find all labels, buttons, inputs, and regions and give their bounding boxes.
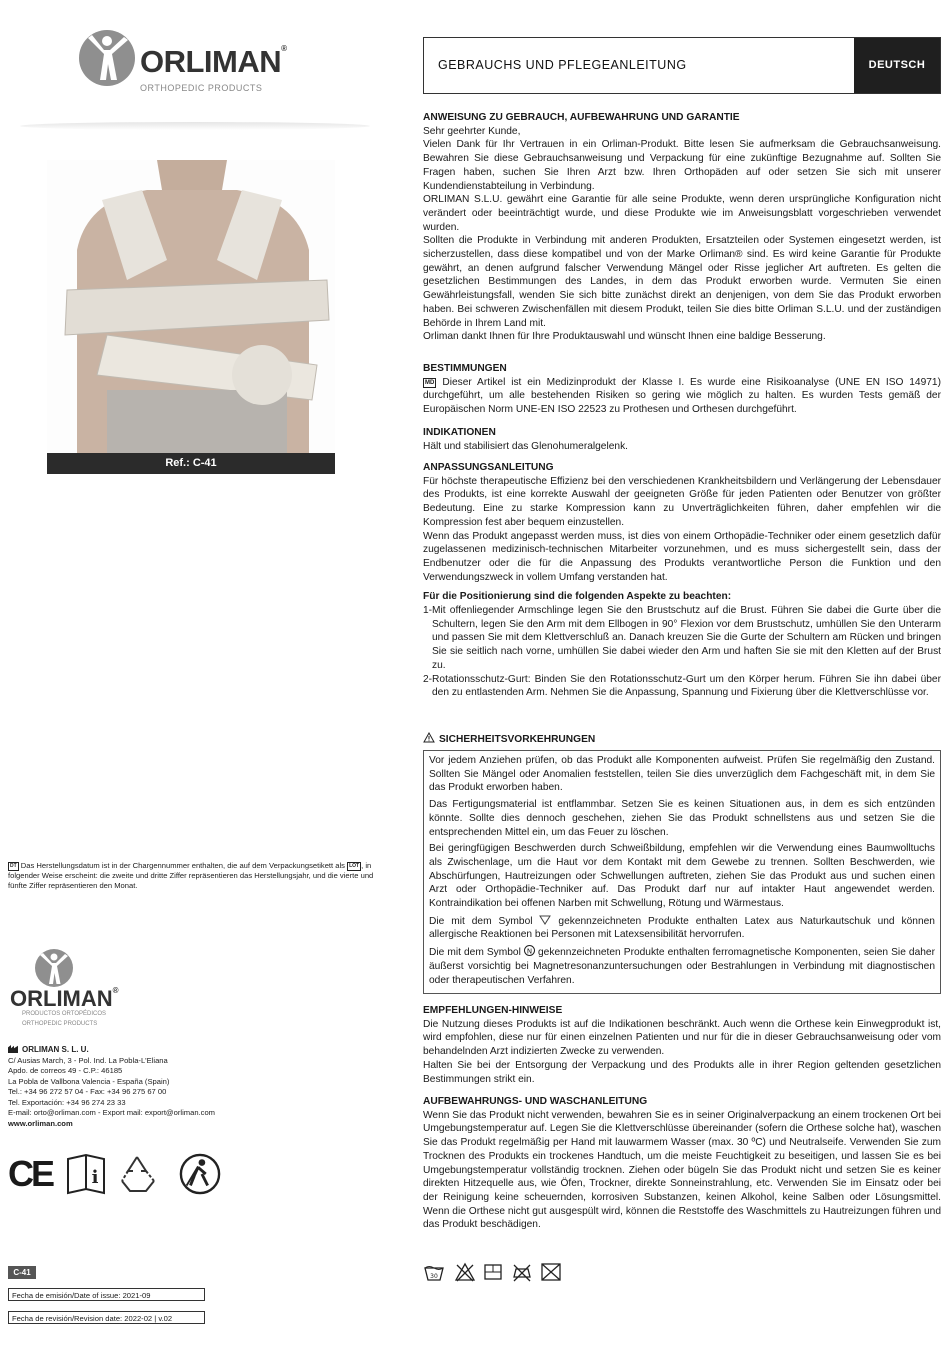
list-item: 1-Mit offenliegender Armschlinge legen Sie den Brustschutz auf die Brust. Führen Sie dabei die Gurte über die Schultern, legen Sie den Arm mit dem Ellbogen in 90° Flexion vor dem Brustschutz, umhüllen Sie den Unterarm und passen Sie mit dem Klettverschluß an. Danach kreuzen Sie die Gurte der Schultern am Rücken und bringen Sie sie seitlich nach vorne, umhüllen Sie dabei wieder den Arm und haften Sie sie mit den Kletten auf der Brust zu. — [423, 605, 941, 671]
section-intro — [423, 111, 941, 344]
section-pflege — [423, 1095, 941, 1232]
product-code-badge: C-41 — [8, 1266, 36, 1279]
magnet-text-after: gekennzeichneten Produkte enthalten ferromagnetische Komponenten, seien Sie daher äußerst vorsichtig bei Magnetresonanzuntersuchungen oder Bestrahlungen in Verbindung mit diagnostischen oder therapeutischen Verfahren. — [429, 947, 935, 986]
lot-icon: LOT — [349, 862, 360, 869]
issue-date: Fecha de emisión/Date of issue: 2021-09 — [8, 1288, 205, 1301]
document-title: GEBRAUCHS UND PFLEGEANLEITUNG — [438, 58, 687, 72]
product-ref-bar: Ref.: C-41 — [47, 453, 335, 474]
paragraph: Vor jedem Anziehen prüfen, ob das Produkt alle Komponenten aufweist. Prüfen Sie regelmäßig den Zustand. Sollten Sie Mängel oder Anomalien feststellen, teilen Sie dies unverzüglich dem Fachgeschäft mit, in dem Sie das Produkt erworben haben. — [429, 755, 935, 794]
latex-text-before: Die mit dem Symbol — [429, 915, 533, 927]
lot-note-text1: Das Herstellungsdatum ist in der Chargennummer enthalten, die auf dem Verpackungsetikett als — [20, 861, 345, 870]
document-header — [423, 37, 941, 94]
product-photo — [47, 160, 335, 454]
brand-logo — [78, 28, 318, 98]
recycle-icon — [116, 1153, 158, 1195]
company-name: ORLIMAN S. L. U. — [22, 1045, 89, 1054]
brand-reg: ® — [281, 44, 287, 53]
address-line: E-mail: orto@orliman.com - Export mail: export@orliman.com — [8, 1108, 216, 1117]
address-line: Tel.: +34 96 272 57 04 - Fax: +34 96 275 67 00 — [8, 1087, 167, 1096]
paragraph: Sehr geehrter Kunde, — [423, 125, 521, 137]
address-line: La Pobla de Vallbona Valencia - España (Spain) — [8, 1076, 170, 1086]
logo-divider — [20, 122, 370, 130]
section-heading: SICHERHEITSVORKEHRUNGEN — [439, 734, 596, 745]
list-item: 2-Rotationsschutz-Gurt: Binden Sie den Rotationsschutz-Gurt um den Körper herum. Führen Sie ihn dabei über den zu entlastenden Arm. Nehmen Sie die Anpassung, Spannung und Fixierung über die Klettverschlüsse vor. — [423, 673, 941, 699]
no-iron-icon — [511, 1262, 533, 1282]
medical-device-icon: MD — [425, 379, 435, 386]
address-line: Tel. Exportación: +34 96 274 23 33 — [8, 1097, 126, 1107]
paragraph: Dieser Artikel ist ein Medizinprodukt der Klasse I. Es wurde eine Risikoanalyse (UNE EN ISO 14971) durchgeführt, um alle bestehenden Risiken so gering wie möglich zu halten. Es wurden Tests gemäß der Europäischen Norm UNE-EN ISO 22523 zu Prothesen und Orthesen durchgeführt. — [423, 376, 941, 416]
brand-subtitle: ORTHOPEDIC PRODUCTS — [140, 83, 263, 93]
paragraph: Das Fertigungsmaterial ist entflammbar. Setzen Sie es keinen Situationen aus, in dem es sich entzünden könnte. Sollte dies dennoch geschehen, ziehen Sie das Produkt schnellstens aus und setzen Sie die entsprechenden Mittel ein, um das Feuer zu löschen. — [429, 799, 935, 838]
latex-text-after: gekennzeichneten Produkte enthalten Latex aus Naturkautschuk und können allergische Reaktionen bei Personen mit Latexsensibilität hervorrufen. — [429, 915, 935, 941]
section-anpassung — [423, 461, 941, 700]
section-heading: ANWEISUNG ZU GEBRAUCH, AUFBEWAHRUNG UND GARANTIE — [423, 112, 740, 123]
address-line: www.orliman.com — [8, 1118, 73, 1128]
company-logo-reg: ® — [112, 986, 119, 995]
address-line: Apdo. de correos 49 - C.P.: 46185 — [8, 1066, 123, 1075]
no-bleach-icon — [454, 1262, 476, 1282]
paragraph: Wenn Sie das Produkt nicht verwenden, bewahren Sie es in seiner Originalverpackung an einem trockenen Ort bei Umgebungstemperatur auf. Legen Sie die Klettverschlüsse übereinander (sofern die Orthese solche hat), waschen Sie das Produkt regelmäßig per Hand mit lauwarmem Wasser (max. 30 ºC) und Neutralseife. Verwenden Sie zum Trocknen des Produkts ein trockenes Handtuch, um die meiste Feuchtigkeit zu beseitigen, und lassen Sie es bei Umgebungstemperatur vollständig trocknen. Ziehen oder bügeln Sie das Produkt nicht und setzen Sie es keiner direkten Hitzequelle aus, wie Öfen, Trockner, direkte Sonneinstrahlung, etc. Verwenden Sie im Einsatz oder bei der Reinigung keine scheuernden, korrosiven Substanzen, keinen Alkohol, keine Salben oder Lösungsmittel. Wenn die Orthese nicht gut ausgespült wird, können die Reststoffe des Waschmittels zu Hautreizungen führen und das Produkt beschädigen. — [423, 1109, 941, 1231]
no-tumble-dry-icon — [483, 1263, 503, 1281]
ce-mark-icon: CE — [8, 1153, 53, 1194]
paragraph: Halten Sie bei der Entsorgung der Verpackung und des Produkts alle in ihrer Region geltenden gesetzlichen Bestimmungen strikt ein. — [423, 1059, 941, 1085]
orliman-figure-icon — [78, 28, 136, 98]
magnet-icon — [524, 945, 535, 956]
paragraph: Vielen Dank für Ihr Vertrauen in ein Orliman-Produkt. Bitte lesen Sie aufmerksam die Gebrauchsanweisung. Bewahren Sie diese Gebrauchsanweisung und Verpackung für eine zukünftige Bezugnahme auf. Sollten Sie Fragen haben, suchen Sie Ihren Arzt bzw. Ihren Orthopäden auf oder setzen Sie sich mit unserer Kundendienstabteilung in Verbindung. — [423, 139, 941, 192]
company-logo-sub1: PRODUCTOS ORTOPÉDICOS — [22, 1011, 107, 1017]
instructions-icon — [66, 1153, 106, 1195]
shoulder-sling-illustration — [47, 160, 335, 454]
paragraph: Hält und stabilisiert das Glenohumeralgelenk. — [423, 440, 628, 452]
address-line: C/ Ausias March, 3 - Pol. Ind. La Pobla-L'Eliana — [8, 1055, 168, 1065]
company-logo-name: ORLIMAN — [10, 986, 113, 1011]
paragraph: Wenn das Produkt angepasst werden muss, ist dies von einem Orthopädie-Techniker oder einem gesetzlich dafür zugelassenen medizinisch-technischen Mitarbeiter vorzunehmen, und es muss sichergestellt sein, dass der Endbenutzer oder die für die Anpassung des Produkts verantwortliche Person die Funktion und den Verwendungszweck in vollem Umfang verstanden hat. — [423, 530, 941, 583]
svg-text:N: N — [526, 947, 533, 956]
paragraph: Sollten die Produkte in Verbindung mit anderen Produkten, Ersatzteilen oder Systemen eingesetzt werden, ist sicherzustellen, dass diese kompatibel und von der Marke Orliman® sind. Es wird keine Garantie für Produkte gewährt, an denen aufgrund falscher Verwendung Mängel oder Risse jeglicher Art auftreten. Es gelten die gesetzlichen Bestimmungen des Landes, in dem das Produkt erworben wurde. Vermuten Sie einen Gewährleistungsfall, wenden Sie sich bitte zunächst direkt an denjenigen, von dem Sie das Produkt erworben haben. Bei schweren Zwischenfällen mit diesem Produkt, teilen Sie dies bitte Orliman S.L.U. und der zuständigen Behörde in Ihrem Land mit. — [423, 235, 941, 329]
manufacture-date-icon: DT — [10, 862, 17, 869]
section-sicherheit-heading — [423, 732, 941, 747]
handwash-icon — [423, 1262, 445, 1282]
paragraph: Bei geringfügigen Beschwerden durch Schweißbildung, empfehlen wir die Verwendung eines Baumwolltuchs als Zwischenlage, um die Haut vor dem Kontakt mit dem Gewebe zu trennen. Sollten Beschwerden, wie Abschürfungen, Hautreizungen oder Schwellungen auftreten, ziehen Sie das Produkt aus und suchen einen Arzt oder Orthopädie-Techniker auf. Das Produkt darf nur auf intakter Haut angewendet werden. Kontraindikation bei offenen Narben mit Schwellung, Rötung und Wärmestaus. — [429, 843, 935, 910]
section-bestimmungen — [423, 362, 941, 417]
company-logo-sub2: ORTHOPEDIC PRODUCTS — [22, 1021, 98, 1027]
no-dry-clean-icon — [540, 1262, 562, 1282]
magnet-text-before: Die mit dem Symbol — [429, 947, 521, 959]
brand-name: ORLIMAN — [140, 44, 282, 79]
lot-note-text2: , in folgender Weise erscheint: die zweite und dritte Ziffer repräsentieren das Herstellungsjahr, und die vierte und fünfte Ziffer repräsentieren den Monat. — [8, 861, 374, 890]
paragraph: Die Nutzung dieses Produkts ist auf die Indikationen beschränkt. Auch wenn die Orthese kein Einwegprodukt ist, wird empfohlen, diese nur für einen einzelnen Patienten und nur für die in dieser Gebrauchsanweisung oder vom behandelnden Arzt indizierten Zwecke zu verwenden. — [423, 1018, 941, 1058]
manufacturer-icon — [8, 1045, 18, 1053]
section-heading: BESTIMMUNGEN — [423, 363, 507, 374]
language-tab: DEUTSCH — [854, 38, 940, 93]
steps-list — [423, 604, 941, 700]
dispose-icon — [178, 1153, 222, 1195]
section-heading: INDIKATIONEN — [423, 427, 496, 438]
subheading: Für die Positionierung sind die folgenden Aspekte zu beachten: — [423, 591, 732, 603]
paragraph: Orliman dankt Ihnen für Ihre Produktauswahl und wünscht Ihnen eine baldige Besserung. — [423, 331, 826, 343]
safety-box — [423, 750, 941, 994]
svg-text:30: 30 — [430, 1273, 438, 1280]
company-address — [8, 1045, 308, 1129]
revision-date: Fecha de revisión/Revision date: 2022-02 | v.02 — [8, 1311, 205, 1324]
latex-icon — [539, 914, 551, 925]
info-glyph: i — [91, 1167, 99, 1188]
section-indikationen — [423, 426, 941, 453]
paragraph: Für höchste therapeutische Effizienz bei den verschiedenen Krankheitsbildern und Verlängerung der Lebensdauer des Produkts, ist eine korrekte Auswahl der geeigneten Größe für jeden Patienten oder Benutzer von größter Bedeutung. Eine zu starke Kompression kann zu Unverträglichkeiten führen, daher empfehlen wir die Kompression fest aber bequem einzustellen. — [423, 475, 941, 528]
orliman-figure-small-icon — [32, 948, 76, 988]
warning-icon — [423, 732, 435, 743]
section-heading: ANPASSUNGSANLEITUNG — [423, 462, 554, 473]
paragraph: ORLIMAN S.L.U. gewährt eine Garantie für alle seine Produkte, wenn deren ursprüngliche Konfiguration nicht verändert oder beeinträchtigt wurde, und diese Produkte wie im Anweisungsblatt vorgeschrieben verwendet wurden. — [423, 194, 941, 233]
section-heading: AUFBEWAHRUNGS- UND WASCHANLEITUNG — [423, 1096, 648, 1107]
section-empfehlungen — [423, 1004, 941, 1086]
section-heading: EMPFEHLUNGEN-HINWEISE — [423, 1005, 563, 1016]
lot-note — [8, 861, 378, 891]
care-symbols — [423, 1262, 543, 1284]
company-logo — [8, 948, 158, 1033]
certification-icons — [8, 1153, 228, 1198]
